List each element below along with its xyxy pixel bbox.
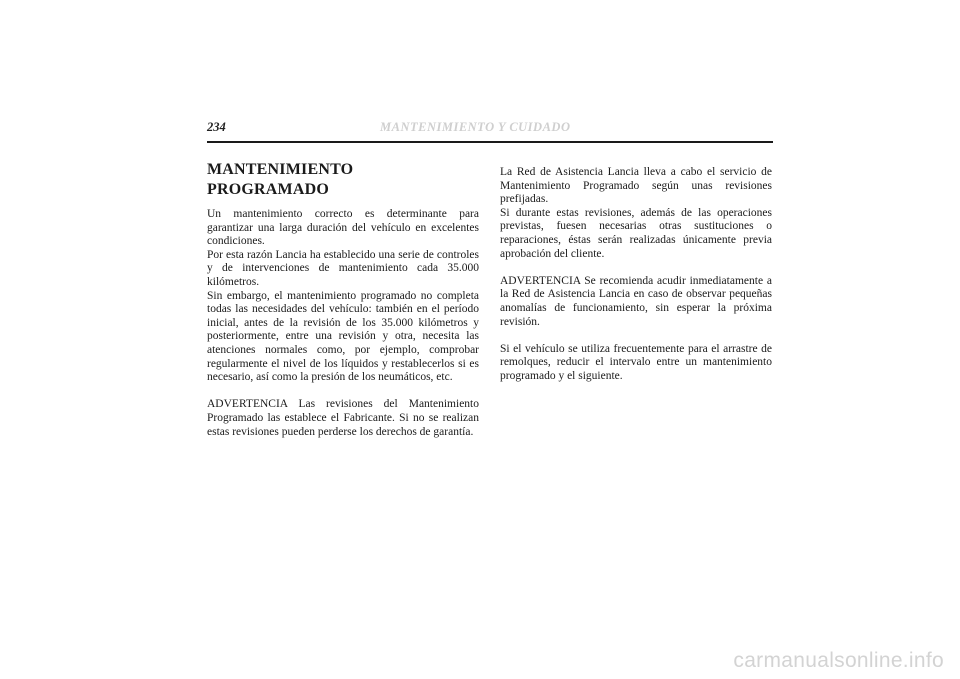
paragraph-service-network: La Red de Asistencia Lancia lleva a cabo el servicio de Mantenimiento Programado según unas revisiones prefijadas. <box>500 166 772 206</box>
page-number: 234 <box>207 120 226 134</box>
running-header-title: MANTENIMIENTO Y CUIDADO <box>380 120 571 134</box>
section-title: MANTENIMIENTO PROGRAMADO <box>207 161 354 198</box>
paragraph-intro: Un mantenimiento correcto es determinante para garantizar una larga duración del vehículo en excelentes condiciones. <box>207 208 479 248</box>
paragraph-normal-care: Sin embargo, el mantenimiento programado no completa todas las necesidades del vehículo: también en el período inicial, antes de la revisión de los 35.000 kilómetros y posteriormente, entre una revisión y otra, necesita las atenciones normales como, por ejemplo, comprobar regularmente el nivel de los líquidos y restablecerlos si es necesario, así como la presión de los neumáticos, etc. <box>207 289 479 384</box>
paragraph-approval: Si durante estas revisiones, además de las operaciones previstas, fuesen necesarias otras sustituciones o reparaciones, éstas serán realizadas únicamente previa aprobación del cliente. <box>500 206 772 260</box>
paragraph-warning-warranty: ADVERTENCIA Las revisiones del Mantenimiento Programado las establece el Fabricante. Si no se realizan estas revisiones pueden perderse los derechos de garantía. <box>207 398 479 438</box>
watermark-logo: carmanualsonline.info <box>733 649 944 672</box>
paragraph-towing: Si el vehículo se utiliza frecuentemente para el arrastre de remolques, reducir el intervalo entre un mantenimiento programado y el siguiente. <box>500 342 772 382</box>
paragraph-warning-anomalies: ADVERTENCIA Se recomienda acudir inmediatamente a la Red de Asistencia Lancia en caso de observar pequeñas anomalías de funcionamiento, sin esperar la próxima revisión. <box>500 274 772 328</box>
paragraph-interval: Por esta razón Lancia ha establecido una serie de controles y de intervenciones de mantenimiento cada 35.000 kilómetros. <box>207 248 479 288</box>
header-rule <box>207 141 773 143</box>
right-column <box>500 166 772 384</box>
left-column <box>207 160 479 439</box>
